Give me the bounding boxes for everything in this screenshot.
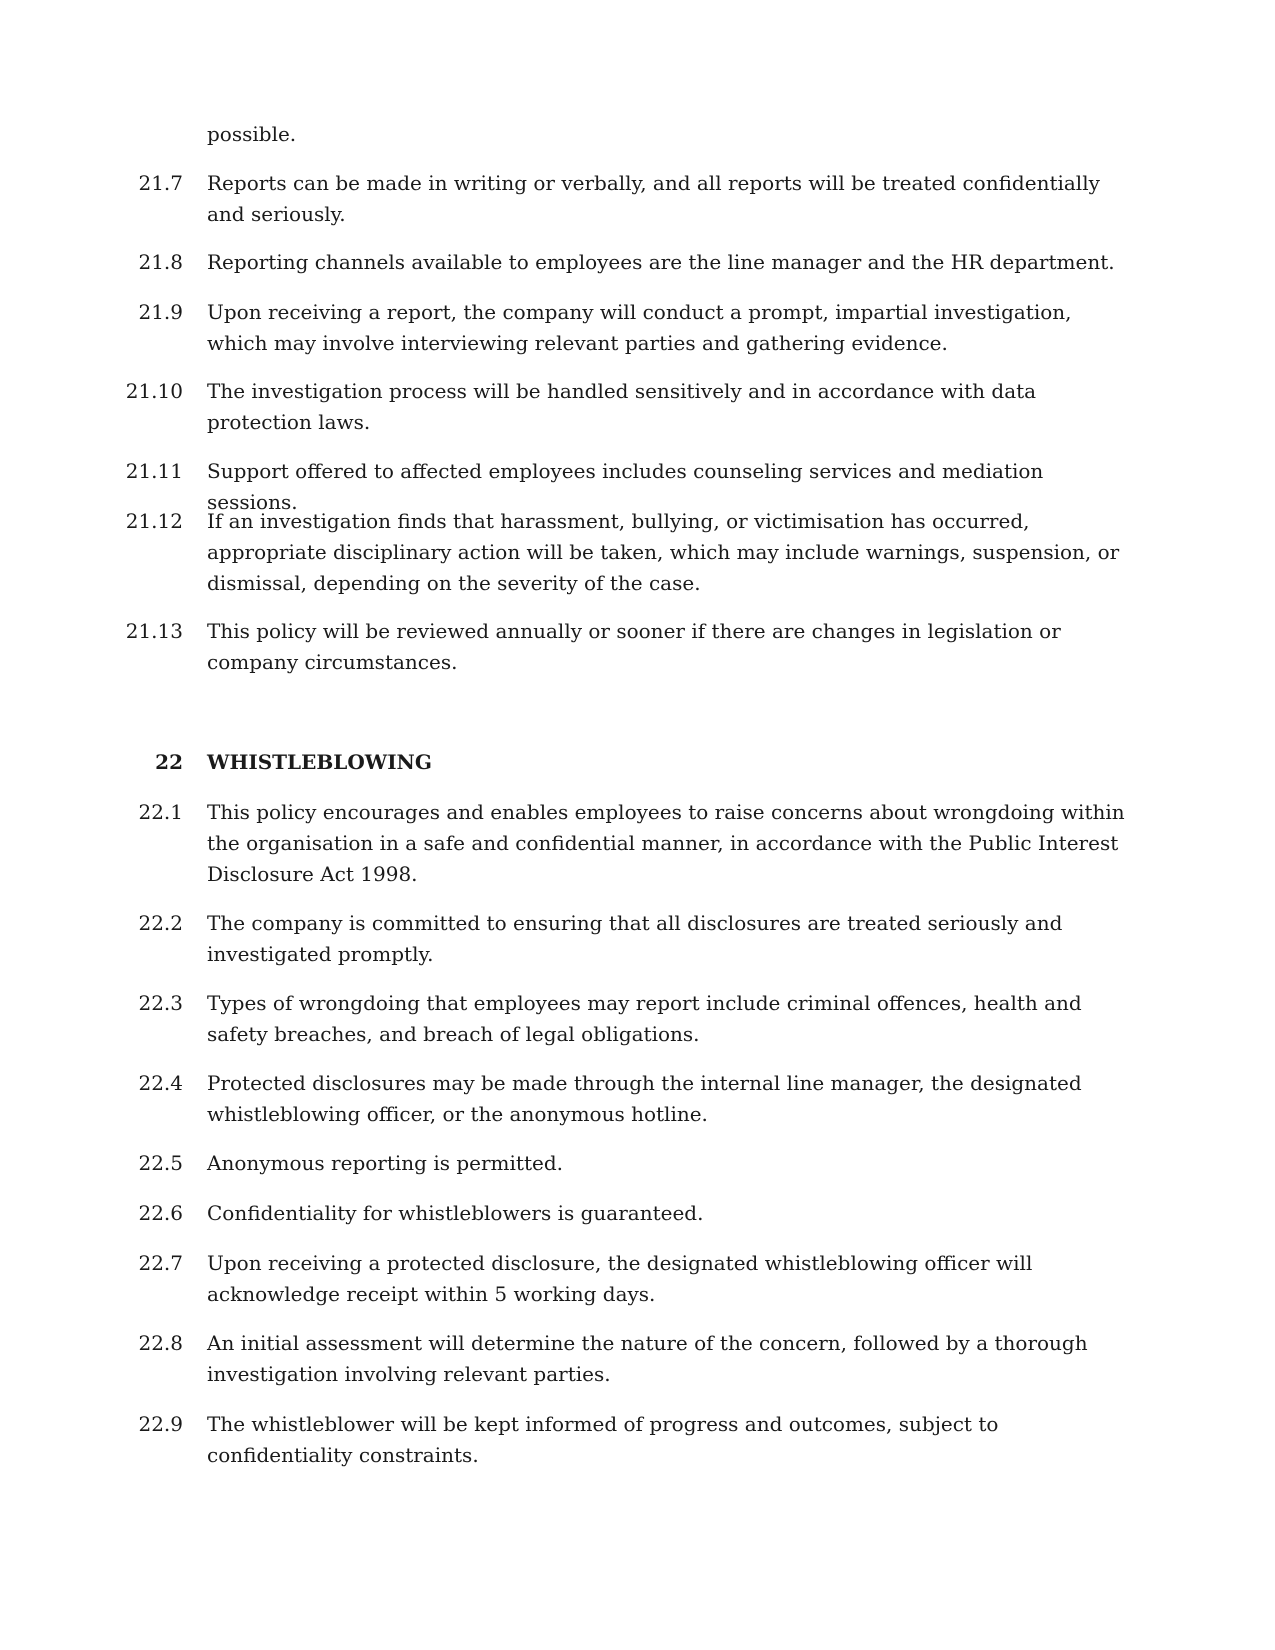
clause-number: 22.4 bbox=[138, 1071, 183, 1095]
clause-text: Reporting channels available to employees are the line manager and the HR department. bbox=[207, 250, 1115, 274]
clause-text: Protected disclosures may be made through the internal line manager, the designated whistleblowing officer, or the anonymous hotline. bbox=[207, 1071, 1082, 1126]
clause-number: 22.3 bbox=[138, 991, 183, 1015]
clause-text: An initial assessment will determine the nature of the concern, followed by a thorough investigation involving relevant parties. bbox=[207, 1331, 1088, 1386]
clause-text: If an investigation finds that harassment, bullying, or victimisation has occurred, appropriate disciplinary action will be taken, which may include warnings, suspension, or dismissal, depending on the severity of the case. bbox=[207, 509, 1120, 595]
clause-number: 22.1 bbox=[138, 800, 183, 824]
clause-number: 22.9 bbox=[138, 1412, 183, 1436]
continuation-text: possible. bbox=[207, 122, 297, 146]
clause-number: 21.11 bbox=[125, 459, 183, 483]
clause-number: 22.2 bbox=[138, 911, 183, 935]
clause-text: Reports can be made in writing or verbally, and all reports will be treated confidentially and seriously. bbox=[207, 171, 1100, 226]
clause-number: 21.8 bbox=[138, 250, 183, 274]
clause-text: This policy will be reviewed annually or sooner if there are changes in legislation or company circumstances. bbox=[207, 619, 1061, 674]
clause-text: This policy encourages and enables employees to raise concerns about wrongdoing within the organisation in a safe and confidential manner, in accordance with the Public Interest Disclosure Act 1998. bbox=[207, 800, 1125, 886]
clause-text: Types of wrongdoing that employees may report include criminal offences, health and safety breaches, and breach of legal obligations. bbox=[207, 991, 1082, 1046]
clause-number: 22.6 bbox=[138, 1201, 183, 1225]
section-title: WHISTLEBLOWING bbox=[207, 750, 432, 774]
clause-number: 21.10 bbox=[125, 379, 183, 403]
clause-text: The whistleblower will be kept informed of progress and outcomes, subject to confidentiality constraints. bbox=[207, 1412, 999, 1467]
clause-text: Upon receiving a protected disclosure, the designated whistleblowing officer will acknowledge receipt within 5 working days. bbox=[207, 1251, 1033, 1306]
clause-text: Anonymous reporting is permitted. bbox=[207, 1151, 563, 1175]
clause-number: 22.7 bbox=[138, 1251, 183, 1275]
section-number: 22 bbox=[155, 750, 183, 774]
clause-text: The company is committed to ensuring that all disclosures are treated seriously and investigated promptly. bbox=[207, 911, 1063, 966]
clause-number: 21.12 bbox=[125, 509, 183, 533]
clause-text: The investigation process will be handled sensitively and in accordance with data protection laws. bbox=[207, 379, 1037, 434]
clause-text: Support offered to affected employees includes counseling services and mediation sessions. bbox=[207, 459, 1044, 514]
clause-number: 22.8 bbox=[138, 1331, 183, 1355]
clause-number: 21.9 bbox=[138, 300, 183, 324]
clause-text: Upon receiving a report, the company will conduct a prompt, impartial investigation, which may involve interviewing relevant parties and gathering evidence. bbox=[207, 300, 1072, 355]
clause-number: 22.5 bbox=[138, 1151, 183, 1175]
clause-number: 21.13 bbox=[125, 619, 183, 643]
clause-text: Confidentiality for whistleblowers is guaranteed. bbox=[207, 1201, 704, 1225]
clause-number: 21.7 bbox=[138, 171, 183, 195]
